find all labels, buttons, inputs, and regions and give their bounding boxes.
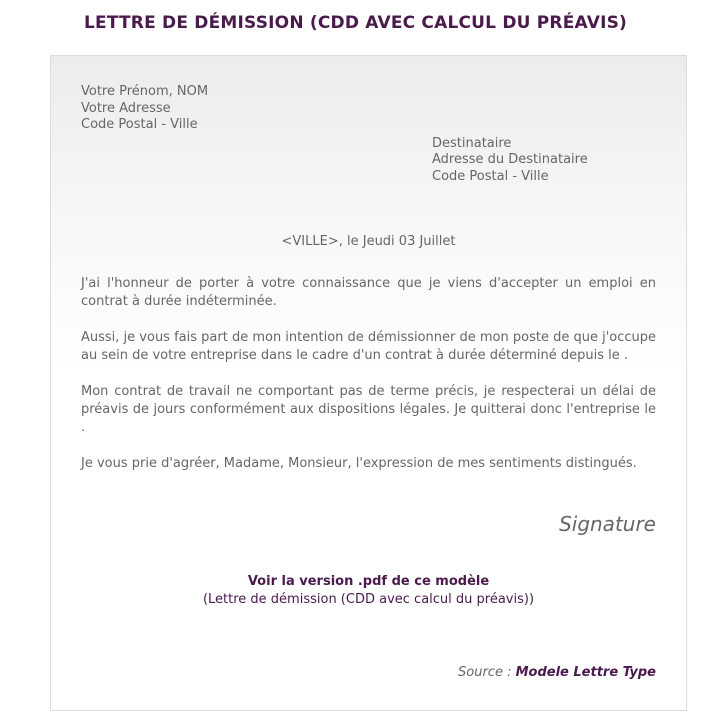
letter-paragraph: J'ai l'honneur de porter à votre connaissance que je viens d'accepter un emploi en contrat à durée indéterminée. bbox=[81, 275, 656, 309]
sender-name: Votre Prénom, NOM bbox=[81, 84, 209, 99]
letter-paragraph: Je vous prie d'agréer, Madame, Monsieur, l'expression de mes sentiments distingués. bbox=[81, 455, 637, 471]
source-link[interactable]: Modele Lettre Type bbox=[515, 665, 656, 680]
source-label: Source : bbox=[458, 665, 512, 680]
letter-paragraph: Aussi, je vous fais part de mon intention de démissionner de mon poste de que j'occupe au sein de votre entreprise dans le cadre d'un contrat à durée déterminé depuis le . bbox=[81, 329, 657, 363]
pdf-version-block bbox=[81, 573, 656, 608]
sender-address: Votre Adresse bbox=[81, 100, 171, 116]
letter-paragraph: Mon contrat de travail ne comportant pas de terme précis, je respecterai un délai de préavis de jours conformément aux dispositions légales. Je quitterai donc l'entreprise le . bbox=[81, 383, 656, 435]
page-title: LETTRE DE DÉMISSION (CDD AVEC CALCUL DU PRÉAVIS) bbox=[83, 13, 628, 33]
recipient-name: Destinataire bbox=[432, 135, 512, 151]
signature-placeholder: Signature bbox=[559, 511, 656, 536]
recipient-postal-city: Code Postal - Ville bbox=[432, 168, 549, 184]
source-line bbox=[81, 665, 656, 682]
letter-date-line: <VILLE>, le Jeudi 03 Juillet bbox=[281, 234, 456, 249]
pdf-version-link[interactable]: Voir la version .pdf de ce modèle bbox=[247, 574, 490, 589]
recipient-address-block bbox=[81, 136, 656, 186]
pdf-version-subtitle: (Lettre de démission (CDD avec calcul du préavis)) bbox=[202, 592, 535, 607]
letter-template bbox=[50, 55, 687, 711]
sender-address-block bbox=[81, 84, 656, 134]
recipient-address: Adresse du Destinataire bbox=[432, 152, 588, 167]
sender-postal-city: Code Postal - Ville bbox=[81, 117, 198, 132]
